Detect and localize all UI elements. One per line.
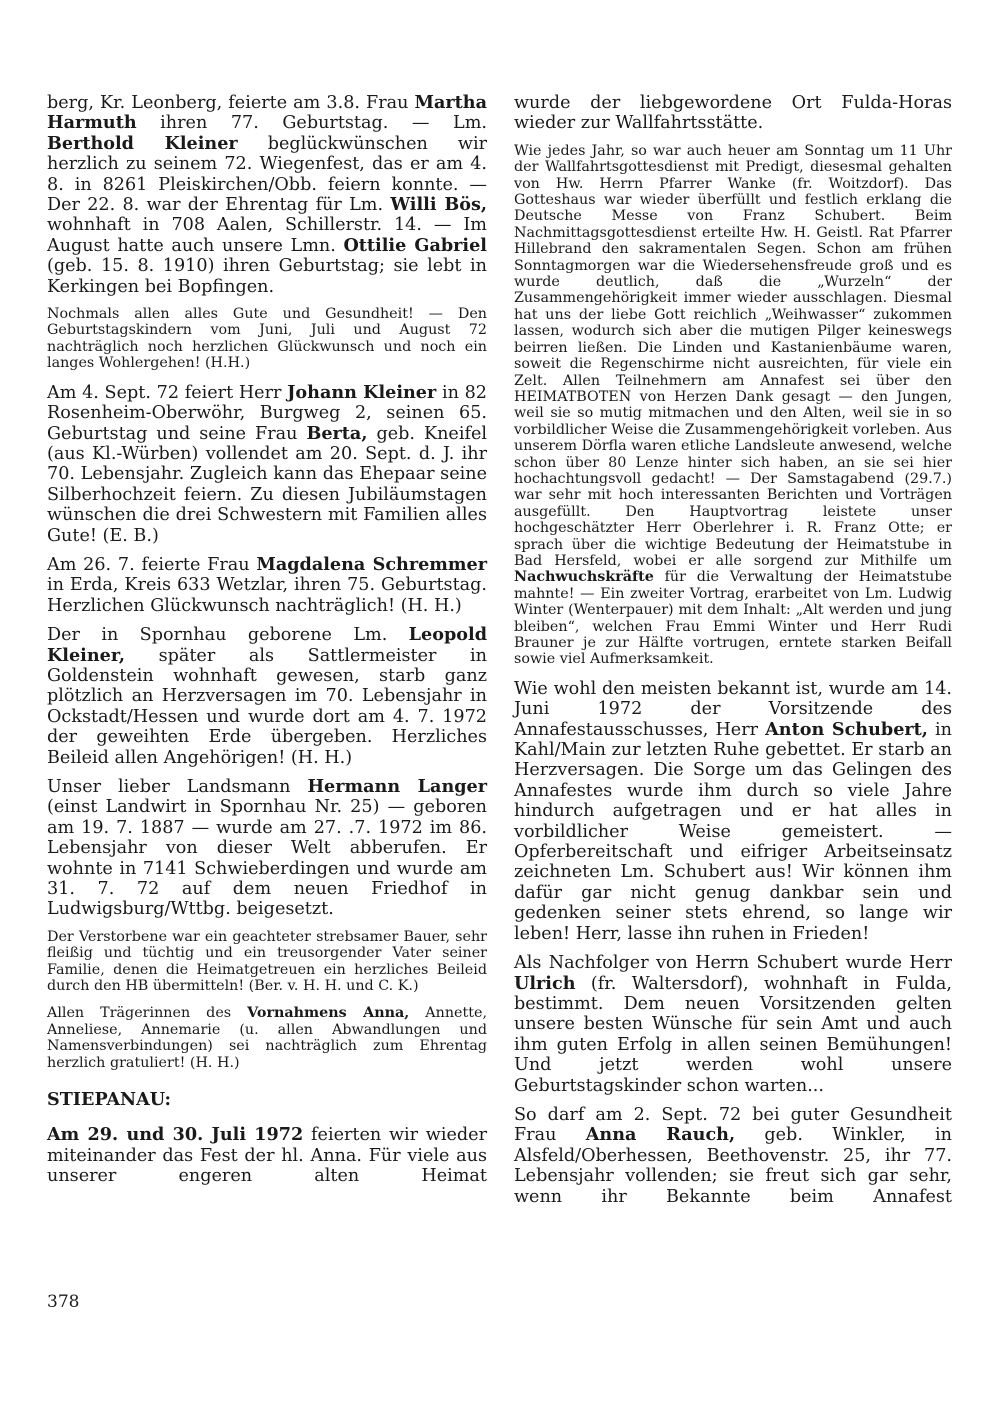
text-run: (fr. Waltersdorf), wohnhaft in Fulda, bestimmt. Dem neuen Vorsitzenden gelten unsere besten Wünsche für sein Amt und auch ihm guten Erfolg in allen seinen Bemühungen! Und jetzt werden wohl unsere Geburtstagskinder schon warten... <box>514 973 952 1096</box>
bold-name: Nachwuchskräfte <box>514 569 654 586</box>
bold-name: Ottilie Gabriel <box>343 234 487 256</box>
text-run: Wie jedes Jahr, so war auch heuer am Sonntag um 11 Uhr der Wallfahrtsgottesdienst mit Predigt, diesesmal gehalten von Hw. Herrn Pfarrer Wanke (fr. Woitzdorf). Das Gotteshaus war wieder überfüllt und festlich erklang die Deutsche Messe von Franz Schubert. Beim Nachmittagsgottesdienst erteilte Hw. H. Geistl. Rat Pfarrer Hillebrand den sakramentalen Segen. Schon am frühen Sonntagmorgen war die Wiedersehensfreude groß und es wurde deutlich, daß die „Wurzeln“ der Zusammengehörigkeit immer wieder ausschlagen. Diesmal hat uns der liebe Gott reichlich „Weihwasser“ zukommen lassen, wodurch sich aber die mutigen Pilger keineswegs beirren ließen. Die Linden und Kastanienbäume waren, soweit die Regenschirme nicht ausreichten, für viele ein Zelt. Allen Teilnehmern am Annafest sei über den HEIMATBOTEN von Herzen Dank gesagt — den Jungen, weil sie so mutig mitmachen und den Alten, weil sie in so vorbildlicher Weise die Zusammengehörigkeit vorleben. Aus unserem Dörfla waren etliche Landsleute anwesend, welche schon über 80 Lenze hinter sich haben, an sie sei hier hochachtungsvoll gedacht! — Der Samstagabend (29.7.) war sehr mit hoch interessanten Berichten und Vorträgen ausgefüllt. Den Hauptvortrag leistete unser hochgeschätzter Herr Oberlehrer i. R. Franz Otte; er sprach über die wichtige Bedeutung der Heimatstube in Bad Hersfeld, wobei er alle sorgend zur Mithilfe um <box>514 142 952 569</box>
bold-name: Ulrich <box>514 972 576 994</box>
right-paragraphs <box>514 93 952 1207</box>
text-run: berg, Kr. Leonberg, feierte am 3.8. Frau <box>47 93 415 113</box>
bold-name: Hermann Langer <box>307 776 487 797</box>
paragraph <box>514 1105 952 1207</box>
text-run: in 82 Rosenheim-Oberwöhr, Burgweg 2, seinen 65. Geburtstag und seine Frau <box>47 382 488 444</box>
bold-name: Magdalena Schremmer <box>256 553 487 575</box>
right-column <box>514 93 952 1216</box>
text-run: später als Sattlermeister in Goldenstein wohnhaft gewesen, starb ganz plötzlich an Herzversagen im 70. Lebensjahr in Ockstadt/Hessen und wurde dort am 4. 7. 1972 der geweihten Erde übergeben. Herzliches Beileid allen Angehörigen! (H. H.) <box>47 645 487 768</box>
section-heading: STIEPANAU: <box>47 1089 171 1111</box>
paragraph <box>47 555 487 616</box>
left-final-paragraph <box>47 1125 487 1186</box>
text-run: Als Nachfolger von Herrn Schubert wurde Herr <box>514 953 952 974</box>
bold-name: Anna Rauch, <box>585 1124 736 1146</box>
bold-name: Berthold Kleiner <box>47 132 238 154</box>
bold-name: Berta, <box>306 422 368 444</box>
text-run: So darf am 2. Sept. 72 bei guter Gesundheit Frau <box>514 1104 952 1146</box>
text-run: geb. Winkler, in Alsfeld/Oberhessen, Beethovenstr. 25, ihr 77. Lebensjahr vollenden; sie freut sich gar sehr, wenn ihr Bekannte beim Annafest <box>514 1125 952 1207</box>
paragraph <box>47 1005 487 1071</box>
text-run: Nochmals allen alles Gute und Gesundheit! — Den Geburtstagskindern vom Juni, Juli und August 72 nachträglich noch herzlichen Glückwunsch und noch ein langes Wohlergehen! (H.H.) <box>47 306 487 372</box>
paragraph <box>47 777 487 920</box>
paragraph <box>47 1125 487 1186</box>
bold-name: Am 29. und 30. Juli 1972 <box>47 1124 304 1146</box>
paragraph <box>47 383 487 546</box>
text-run: Unser lieber Landsmann <box>47 777 308 797</box>
bold-name: Johann Kleiner <box>287 381 437 403</box>
text-run: Annette, Anneliese, Annemarie (u. allen Abwandlungen und Namensverbindungen) sei nachträglich zum Ehrentag herzlich gratuliert! (H. H.) <box>47 1005 487 1071</box>
paragraph <box>47 306 487 372</box>
bold-name: Leopold Kleiner, <box>47 624 487 666</box>
page-number: 378 <box>47 1292 80 1312</box>
paragraph <box>47 93 487 297</box>
paragraph <box>514 143 952 668</box>
text-run: wurde der liebgewordene Ort Fulda-Horas wieder zur Wallfahrtsstätte. <box>514 93 952 134</box>
text-run: Der Verstorbene war ein geachteter strebsamer Bauer, sehr fleißig und tüchtig und ein treusorgender Vater seiner Familie, denen die Heimatgetreuen ein herzliches Beileid durch den HB übermitteln! (Ber. v. H. H. und C. K.) <box>47 928 487 995</box>
text-run: Der in Spornhau geborene Lm. <box>47 625 409 646</box>
text-run: (geb. 15. 8. 1910) ihren Geburtstag; sie lebt in Kerkingen bei Bopfingen. <box>47 256 487 297</box>
bold-name: Willi Bös, <box>390 194 487 216</box>
paragraph <box>514 679 952 944</box>
text-run: (einst Landwirt in Spornhau Nr. 25) — geboren am 19. 7. 1887 — wurde am 27. .7. 1972 im 86. Lebensjahr von dieser Welt abberufen. Er wohnte in 7141 Schwieberdingen und wurde am 31. 7. 72 auf dem neuen Friedhof in Ludwigsburg/Wttbg. beigesetzt. <box>47 797 487 920</box>
text-run: beglückwünschen wir herzlich zu seinem 72. Wiegenfest, das er am 4. 8. in 8261 Pleiskirchen/Obb. feiern konnte. — Der 22. 8. war der Ehrentag für Lm. <box>47 133 487 216</box>
text-run: Allen Trägerinnen des <box>47 1005 248 1022</box>
text-run: in Kahl/Main zur letzten Ruhe gebettet. Er starb an Herzversagen. Die Sorge um das Gelingen des Annafestes wurde ihm durch so viele Jahre hindurch aufgetragen und er hat alles in vorbildlicher Weise gemeistert. — Opferbereitschaft und eifriger Arbeitseinsatz zeichneten Lm. Schubert aus! Wir können ihm dafür gar nicht genug dankbar sein und gedenken seiner stets ehrend, so lange wir leben! Herr, lasse ihn ruhen in Frieden! <box>514 719 952 944</box>
bold-name: Vornahmens Anna, <box>247 1005 410 1022</box>
text-run: für die Verwaltung der Heimatstube mahnte! — Ein zweiter Vortrag, erarbeitet von Lm. Ludwig Winter (Wenterpauer) mit dem Inhalt: „Alt werden und jung bleiben“, welchen Frau Emmi Winter und Herr Rudi Brauner je zur Hälfte vortrugen, erntete starken Beifall sowie viel Aufmerksamkeit. <box>514 569 952 668</box>
paragraph <box>47 625 487 768</box>
text-run: Am 4. Sept. 72 feiert Herr <box>47 382 288 403</box>
bold-name: Anton Schubert, <box>765 718 928 740</box>
text-run: feierten wir wieder miteinander das Fest der hl. Anna. Für viele aus unserer engeren alten Heimat <box>47 1125 487 1186</box>
text-run: Am 26. 7. feierte Frau <box>47 554 257 575</box>
text-run: wohnhaft in 708 Aalen, Schillerstr. 14. — Im August hatte auch unsere Lmn. <box>47 215 487 256</box>
paragraph <box>514 93 952 134</box>
left-column <box>47 93 487 1195</box>
text-run: ihren 77. Geburtstag. — Lm. <box>136 113 487 134</box>
text-run: Wie wohl den meisten bekannt ist, wurde am 14. Juni 1972 der Vorsitzende des Annafestausschusses, Herr <box>514 678 952 740</box>
left-paragraphs <box>47 93 487 1071</box>
paragraph <box>514 953 952 1096</box>
bold-name: Martha Harmuth <box>47 92 487 134</box>
text-run: in Erda, Kreis 633 Wetzlar, ihren 75. Geburtstag. Herzlichen Glückwunsch nachträglich! (H. H.) <box>47 575 487 616</box>
text-run: geb. Kneifel (aus Kl.-Würben) vollendet am 20. Sept. d. J. ihr 70. Lebensjahr. Zugleich kann das Ehepaar seine Silberhochzeit feiern. Zu diesen Jubiläumstagen wünschen die drei Schwestern mit Familien alles Gute! (E. B.) <box>47 423 488 546</box>
paragraph <box>47 929 487 995</box>
